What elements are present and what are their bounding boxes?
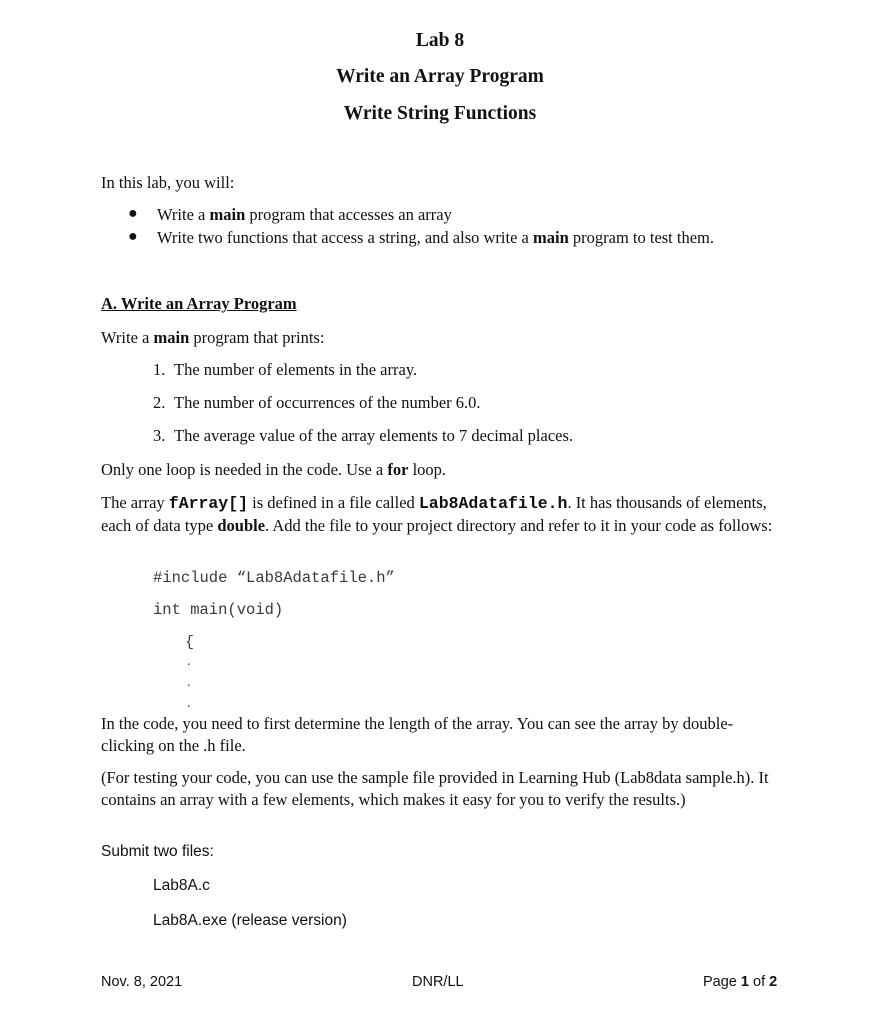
submit-file-item: Lab8A.c [153, 877, 210, 894]
array-length-paragraph: In the code, you need to first determine the length of the array. You can see the array by double-clicking on the .h file. [101, 714, 734, 755]
code-ellipsis-dot: . [187, 675, 191, 690]
submit-label: Submit two files: [101, 843, 214, 860]
array-description: The array fArray[] is defined in a file called Lab8Adatafile.h. It has thousands of elements, each of data type double. Add the file to your project directory and refer to it in your code as follows: [101, 493, 773, 535]
bullet-icon: ● [128, 205, 138, 222]
testing-paragraph: (For testing your code, you can use the sample file provided in Learning Hub (Lab8data sample.h). It contains an array with a few elements, which makes it easy for you to verify the results.) [101, 768, 769, 809]
code-open-brace: { [185, 634, 195, 651]
footer-date: Nov. 8, 2021 [101, 974, 183, 990]
section-a-heading: A. Write an Array Program [101, 294, 297, 313]
code-include-line: #include “Lab8Adatafile.h” [153, 569, 395, 587]
header-file-name-code: Lab8Adatafile.h [418, 494, 568, 513]
loop-note: Only one loop is needed in the code. Use a for loop. [101, 460, 447, 479]
lab-title: Lab 8 [415, 30, 465, 51]
lab-subtitle-array: Write an Array Program [336, 66, 544, 87]
numbered-item: 2. The number of occurrences of the number 6.0. [153, 393, 481, 412]
code-main-line: int main(void) [153, 601, 284, 619]
bullet-icon: ● [128, 228, 138, 245]
bullet-text: Write a main program that accesses an array [157, 205, 452, 224]
section-a-prompt: Write a main program that prints: [101, 328, 325, 347]
bullet-text: Write two functions that access a string, and also write a main program to test them. [157, 228, 715, 247]
footer-page-number: Page 1 of 2 [703, 974, 778, 990]
array-name-code: fArray[] [168, 494, 249, 513]
footer-authors: DNR/LL [412, 974, 464, 990]
numbered-item: 3. The average value of the array elements to 7 decimal places. [153, 426, 574, 445]
submit-file-item: Lab8A.exe (release version) [153, 912, 347, 929]
code-ellipsis-dot: . [187, 654, 191, 669]
lab-subtitle-strings: Write String Functions [343, 103, 537, 124]
intro-text: In this lab, you will: [101, 173, 235, 192]
code-ellipsis-dot: . [187, 696, 191, 711]
numbered-item: 1. The number of elements in the array. [153, 360, 418, 379]
